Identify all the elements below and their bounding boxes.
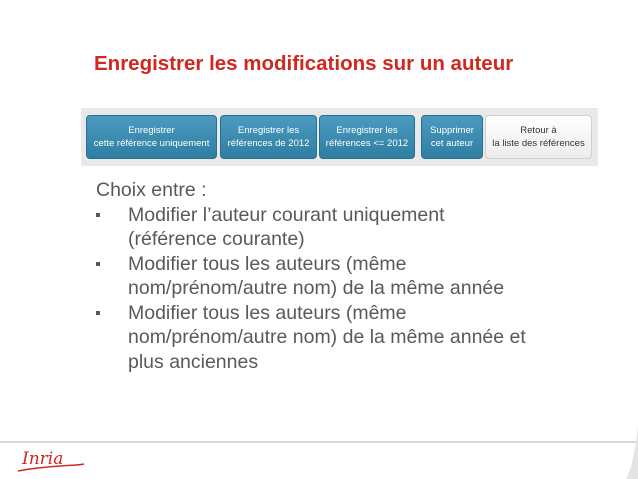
corner-decoration (626, 425, 638, 479)
button-label-line1: Enregistrer les (237, 125, 300, 136)
button-label-line2: cet auteur (430, 138, 474, 149)
bullet-item (96, 203, 526, 252)
bullet-marker (96, 262, 100, 266)
choices-text (96, 178, 526, 374)
bullet-text-line: Modifier tous les auteurs (même (128, 301, 407, 324)
footer-divider (0, 441, 638, 443)
bullet-text-line: plus anciennes (128, 350, 259, 373)
bullet-text-line: Modifier tous les auteurs (même (128, 252, 407, 275)
button-label-line1: Enregistrer les (336, 125, 398, 136)
button-label-line1: Supprimer (430, 125, 474, 136)
action-toolbar (81, 108, 598, 166)
save-references-up-to-2012-button[interactable] (319, 115, 415, 159)
bullet-text-line: nom/prénom/autre nom) de la même année et (128, 326, 526, 348)
bullet-marker (96, 213, 100, 217)
save-this-reference-button[interactable] (86, 115, 217, 159)
bullet-text-line: Modifier l’auteur courant uniquement (128, 203, 445, 226)
inria-logo (16, 446, 86, 474)
bullet-text-line: (référence courante) (128, 228, 305, 250)
button-label-line2: références <= 2012 (325, 138, 409, 149)
bullet-item (96, 301, 526, 375)
svg-text:Inria: Inria (22, 449, 64, 469)
bullet-marker (96, 311, 100, 315)
button-label-line2: références de 2012 (227, 138, 310, 149)
save-2012-references-button[interactable] (220, 115, 317, 159)
bullet-item (96, 252, 526, 301)
back-to-reference-list-button[interactable] (485, 115, 592, 159)
bullet-text-line: nom/prénom/autre nom) de la même année (128, 277, 505, 299)
button-label-line2: la liste des références (492, 138, 585, 149)
page-title: Enregistrer les modifications sur un auteur (94, 52, 514, 75)
button-label-line2: cette référence uniquement (93, 138, 210, 149)
choices-intro: Choix entre : (96, 179, 207, 201)
button-label-line1: Enregistrer (128, 125, 175, 136)
delete-author-button[interactable] (421, 115, 483, 159)
button-label-line1: Retour à (520, 125, 557, 136)
